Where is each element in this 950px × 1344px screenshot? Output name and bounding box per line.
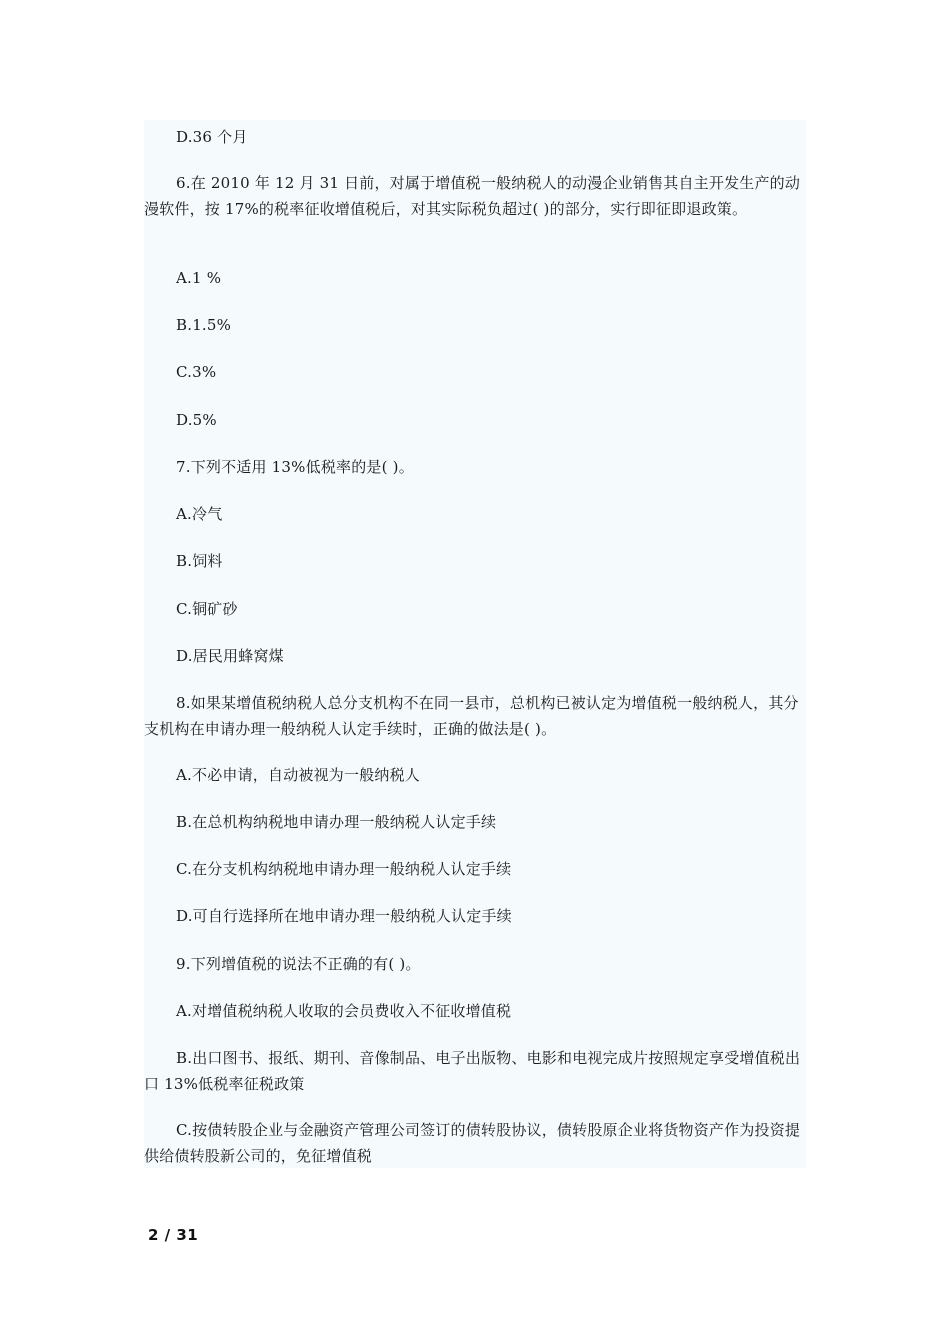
option-c-q8: C.在分支机构纳税地申请办理一般纳税人认定手续 [176, 860, 512, 878]
option-d-q5: D.36 个月 [176, 128, 248, 146]
option-d-q7: D.居民用蜂窝煤 [176, 647, 284, 665]
option-b-q8: B.在总机构纳税地申请办理一般纳税人认定手续 [176, 813, 497, 831]
option-b-q7: B.饲料 [176, 552, 223, 570]
option-a-q8: A.不必申请，自动被视为一般纳税人 [176, 766, 421, 784]
option-d-q8: D.可自行选择所在地申请办理一般纳税人认定手续 [176, 907, 512, 925]
option-a-q7: A.冷气 [176, 505, 223, 523]
option-c-q7: C.铜矿砂 [176, 600, 238, 618]
option-b-q9: B.出口图书、报纸、期刊、音像制品、电子出版物、电影和电视完成片按照规定享受增值税出口 13%低税率征税政策 [144, 1049, 801, 1093]
option-d-q6: D.5% [176, 411, 217, 429]
document-content [144, 120, 806, 1168]
question-6: 6.在 2010 年 12 月 31 日前，对属于增值税一般纳税人的动漫企业销售其自主开发生产的动漫软件，按 17%的税率征收增值税后，对其实际税负超过( )的部分，实行即征即退政策。 [144, 174, 801, 218]
option-a-q6: A.1 % [176, 269, 222, 287]
page-number: 2 / 31 [148, 1226, 199, 1244]
option-c-q9: C.按债转股企业与金融资产管理公司签订的债转股协议，债转股原企业将货物资产作为投资提供给债转股新公司的，免征增值税 [144, 1121, 801, 1165]
option-c-q6: C.3% [176, 363, 217, 381]
option-a-q9: A.对增值税纳税人收取的会员费收入不征收增值税 [176, 1002, 512, 1020]
question-7: 7.下列不适用 13%低税率的是( )。 [176, 458, 414, 476]
question-9: 9.下列增值税的说法不正确的有( )。 [176, 955, 421, 973]
option-b-q6: B.1.5% [176, 316, 232, 334]
question-8: 8.如果某增值税纳税人总分支机构不在同一县市，总机构已被认定为增值税一般纳税人，其分支机构在申请办理一般纳税人认定手续时，正确的做法是( )。 [144, 694, 799, 738]
